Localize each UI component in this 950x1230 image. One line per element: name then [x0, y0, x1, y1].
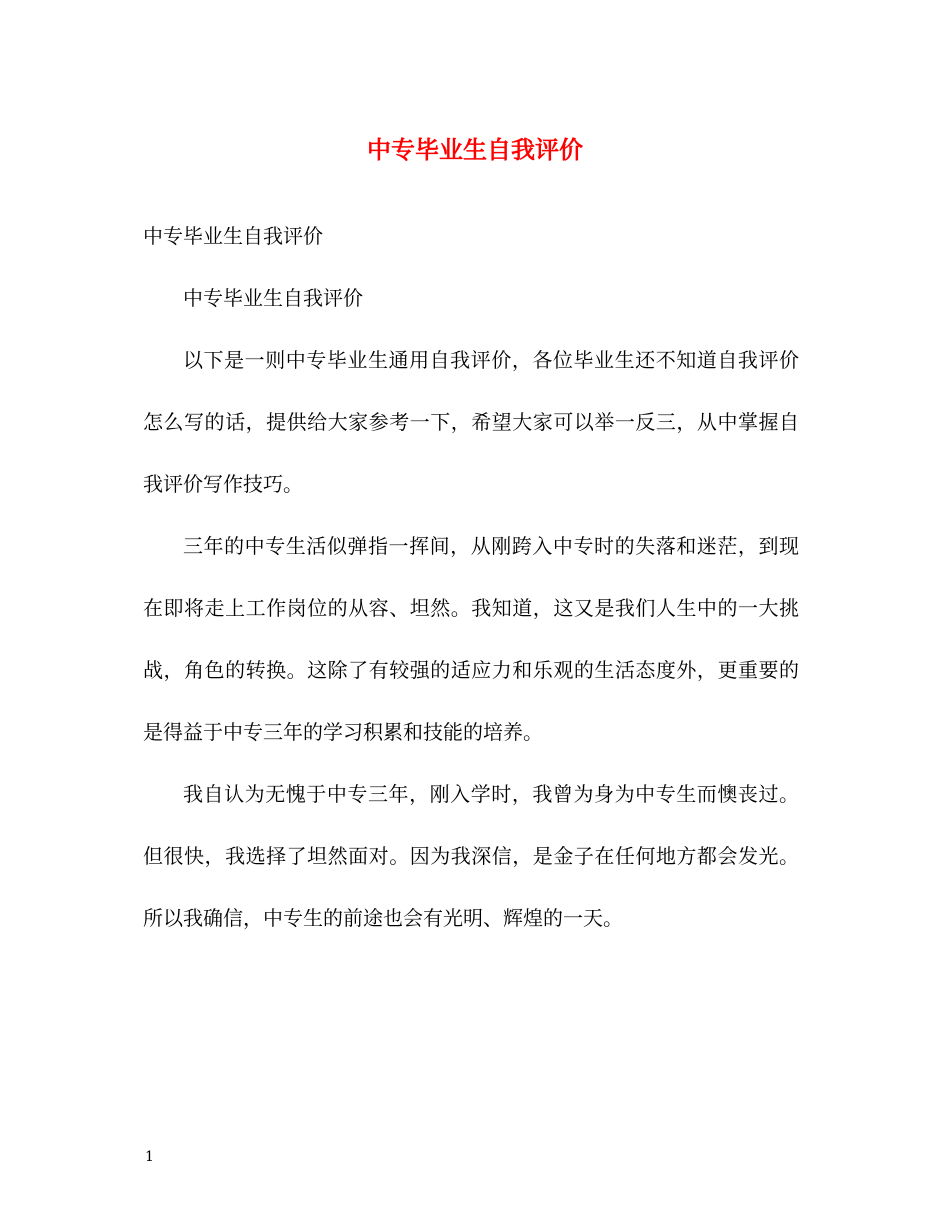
paragraph-self-assessment: 我自认为无愧于中专三年，刚入学时，我曾为身为中专生而懊丧过。但很快，我选择了坦然面对。因为我深信，是金子在任何地方都会发光。所以我确信，中专生的前途也会有光明、辉煌的一天。	[143, 782, 799, 930]
paragraph-intro: 以下是一则中专毕业生通用自我评价，各位毕业生还不知道自我评价怎么写的话，提供给大家参考一下，希望大家可以举一反三，从中掌握自我评价写作技巧。	[143, 348, 799, 496]
paragraph-three-years: 三年的中专生活似弹指一挥间，从刚跨入中专时的失落和迷茫，到现在即将走上工作岗位的从容、坦然。我知道，这又是我们人生中的一大挑战，角色的转换。这除了有较强的适应力和乐观的生活态度外，更重要的是得益于中专三年的学习积累和技能的培养。	[143, 534, 799, 744]
page-number: 1	[145, 1149, 154, 1165]
document-title: 中专毕业生自我评价	[367, 135, 583, 164]
document-first-line: 中专毕业生自我评价	[143, 224, 323, 248]
paragraph-subheading: 中专毕业生自我评价	[183, 286, 363, 310]
document-body	[143, 267, 799, 949]
